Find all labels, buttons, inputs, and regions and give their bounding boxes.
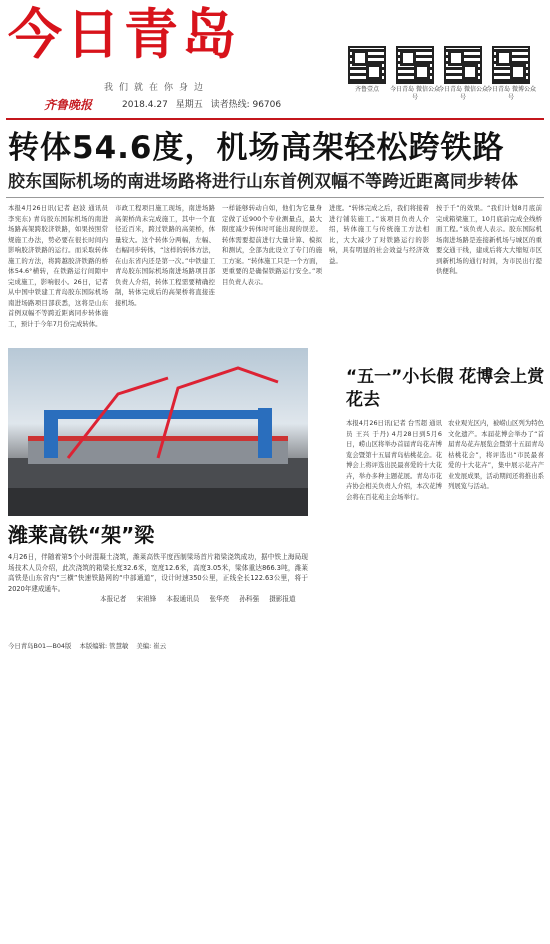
masthead xyxy=(0,0,550,122)
qr-code-row xyxy=(346,46,546,108)
foreground-shape xyxy=(8,488,308,516)
credit-item: 宋祖锋 xyxy=(136,595,157,603)
construction-photo xyxy=(8,348,308,516)
qr-code-icon[interactable] xyxy=(396,46,434,84)
story3-column-1: 本报4月26日讯(记者 台雪超 通讯员 王兴 于丹) 4月28日到5月6日，崂山区将举办首届青岛花卉博览会暨第十五届青岛枯桃花会。花博会上将评选出民最喜爱的十大花卉，举办多种主题花展。青岛市花卉协会相关负责人介绍，本次花博会将在百花苑主会场举行。 xyxy=(346,419,442,501)
gantry-beam xyxy=(44,410,272,419)
footer-editor: 本版编辑: 管慧敏 xyxy=(79,642,129,650)
masthead-slogan: 我们就在你身边 xyxy=(104,83,210,93)
paper-name: 齐鲁晚报 xyxy=(44,98,93,112)
qr-label: 今日青岛 微博公众号 xyxy=(486,86,536,101)
lead-column-5: 按于千”的效果。“我们计划8月底前完成箱梁施工，10月底前完成全线桥面工程。”该负责人表示。胶东国际机场南进场路是连接新机场与城区的重要交通干线，建成后将大大缩短市区到新机场的通行时间，为市民出行提供便利。 xyxy=(436,204,542,275)
page-footer xyxy=(8,641,172,650)
footer-page: 今日青岛B01—B04版 xyxy=(8,642,72,650)
qr-code-icon[interactable] xyxy=(348,46,386,84)
masthead-info xyxy=(122,97,286,110)
lead-subheadline: 胶东国际机场的南进场路将进行山东首例双幅不等跨近距离同步转体 xyxy=(8,172,518,192)
issue-weekday: 星期五 xyxy=(175,100,203,110)
girder-edge-shape xyxy=(28,436,288,441)
lead-headline[interactable]: 转体54.6度，机场高架轻松跨铁路 xyxy=(8,130,505,166)
footer-designer: 美编: 崔云 xyxy=(136,642,167,650)
story3-title[interactable]: “五一”小长假 花博会上赏花去 xyxy=(346,367,545,410)
lead-column-1: 本报4月26日讯(记者 赵波 通讯员 李宪东) 青岛胶东国际机场的南进场路高架跨胶济铁路，如果按照常规施工办法，势必要在很长时间内影响胶济铁路的运行。而采取转体施工的方法，将跨越胶济铁路的桥体54.6°横转，在铁路运行间隙中完成施工，影响很小。26日，记者从中国中铁建工青岛胶东国际机场南进场路项目部获悉，这将是山东首例双幅不等跨近距离同步转体施工，预计于今年7月份完成转体。 xyxy=(8,204,108,328)
qr-label: 齐鲁壹点 xyxy=(354,86,379,93)
story3-column-2: 农业观光区内，被崂山区列为特色文化遗产。本届花博会举办了“首届青岛花卉展览会暨第十五届青岛枯桃花会”，将评选出“市民最喜爱的十大花卉”，集中展示花卉产业发展成果，活动期间还将推出系列展览与活动。 xyxy=(448,419,544,490)
lead-column-3: 一样能够转动自如，他们为它量身定做了近900个专业测量点，最大限度减少转体时可能出现的误差。转体需要提前进行大量计算、模拟和测试，全部为此设立了专门的施工方案。“转体施工只是一个方面，更重要的是确保铁路运行安全。”项目负责人表示。 xyxy=(222,204,322,286)
credit-item: 孙科强 xyxy=(239,595,260,603)
lead-column-2: 市政工程项目施工现场，南进场路高架桥尚未完成施工，其中一个直径近百米，跨过铁路的高架桥，体量较大。这个转体分两幅，左幅、右幅同步转体，“这样的转体方法，在山东省内还是第一次。”中铁建工青岛胶东国际机场南进场路项目部负责人介绍，转体工程需要精确控制，转体完成后的高架桥将直接连接机场。 xyxy=(115,204,215,307)
credit-item: 张华亮 xyxy=(209,595,230,603)
story2-credits xyxy=(100,593,304,603)
issue-date: 2018.4.27 xyxy=(122,100,168,110)
story2-title[interactable]: 潍莱高铁“架”梁 xyxy=(8,523,155,547)
reader-hotline: 读者热线: 96706 xyxy=(210,100,282,110)
lead-column-4: 进度。“转体完成之后，我们将接着进行铺装施工。”该项目负责人介绍，转体施工与传统施工方法相比，大大减少了对铁路运行的影响，具有明显的社会效益与经济效益。 xyxy=(329,204,429,265)
masthead-divider xyxy=(6,118,544,120)
qr-label: 今日青岛 微信公众号 xyxy=(438,86,488,101)
qr-label: 今日青岛 微信公众号 xyxy=(390,86,440,101)
credit-item: 摄影报道 xyxy=(269,595,296,603)
credit-item: 本报通讯员 xyxy=(166,595,200,603)
story2-caption: 4月26日，伴随着第5个小时混凝土浇筑，潍莱高铁平度西制梁场首片箱梁浇筑成功，据中铁上海局现场技术人员介绍，此次浇筑的箱梁长度32.6米，宽度12.6米，高度3.05米，梁体重达866.3吨，潍莱高铁是山东省内“三横”快速铁路网的“中部通道”，设计时速350公里，正线全长122.63公里，将于2020年建成通车。 xyxy=(8,553,308,593)
gantry-leg-left xyxy=(44,418,58,458)
headline-divider xyxy=(6,197,544,198)
qr-code-icon[interactable] xyxy=(444,46,482,84)
construction-illustration xyxy=(8,348,308,516)
qr-code-icon[interactable] xyxy=(492,46,530,84)
masthead-title: 今日青岛 xyxy=(8,3,240,66)
credit-item: 本报记者 xyxy=(100,595,127,603)
girder-shape xyxy=(28,440,288,464)
